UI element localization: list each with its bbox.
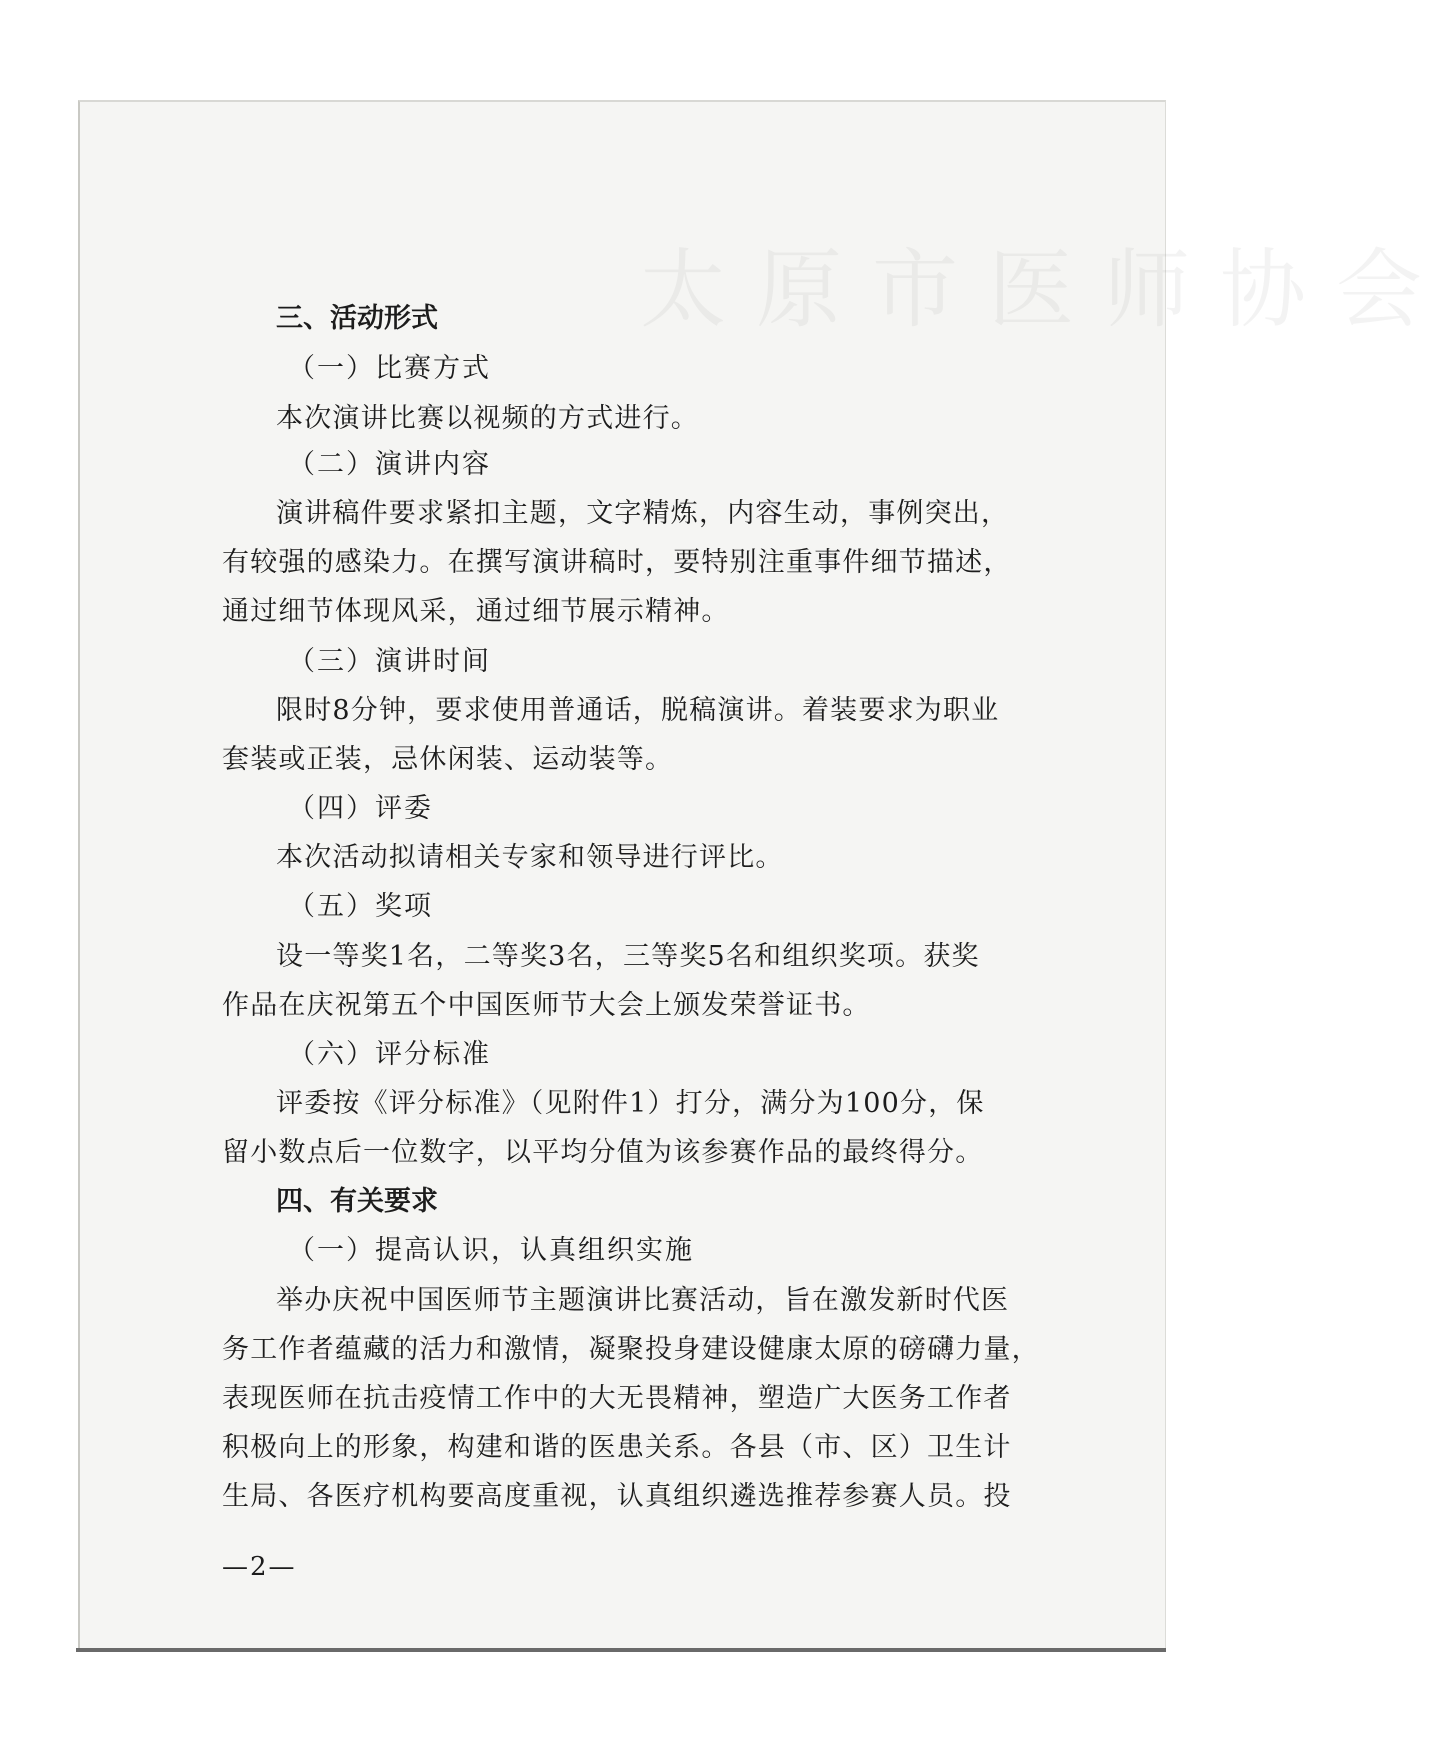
paragraph-line: 务工作者蕴藏的活力和激情，凝聚投身建设健康太原的磅礴力量， <box>222 1334 1040 1365</box>
paragraph-line: 限时8分钟，要求使用普通话，脱稿演讲。着装要求为职业 <box>276 695 1000 726</box>
subsection-title-speech-content: （二）演讲内容 <box>288 449 491 480</box>
paragraph-line: 积极向上的形象，构建和谐的医患关系。各县（市、区）卫生计 <box>222 1432 1012 1463</box>
paragraph-line: 套装或正装，忌休闲装、运动装等。 <box>222 744 674 775</box>
subsection-title-awards: （五）奖项 <box>288 891 433 922</box>
subsection-title-competition-mode: （一）比赛方式 <box>288 353 491 384</box>
paragraph-line: 举办庆祝中国医师节主题演讲比赛活动，旨在激发新时代医 <box>276 1285 1010 1316</box>
paragraph-line: 通过细节体现风采，通过细节展示精神。 <box>222 596 730 627</box>
bleed-through-title: 太原市医师协会 <box>640 240 1452 340</box>
section-heading-requirements: 四、有关要求 <box>276 1186 438 1217</box>
page-number: —2— <box>222 1552 297 1582</box>
paragraph-line: 留小数点后一位数字，以平均分值为该参赛作品的最终得分。 <box>222 1137 984 1168</box>
paragraph-line: 本次演讲比赛以视频的方式进行。 <box>276 403 699 434</box>
paragraph-line: 作品在庆祝第五个中国医师节大会上颁发荣誉证书。 <box>222 990 871 1021</box>
paragraph-line: 设一等奖1名，二等奖3名，三等奖5名和组织奖项。获奖 <box>276 941 980 972</box>
paragraph-line: 本次活动拟请相关专家和领导进行评比。 <box>276 842 784 873</box>
paragraph-line: 演讲稿件要求紧扣主题，文字精炼，内容生动，事例突出， <box>276 498 1010 529</box>
paragraph-line: 生局、各医疗机构要高度重视，认真组织遴选推荐参赛人员。投 <box>222 1481 1012 1512</box>
section-heading-activity-format: 三、活动形式 <box>276 303 438 334</box>
subsection-title-speech-time: （三）演讲时间 <box>288 646 491 677</box>
subsection-title-raise-awareness: （一）提高认识，认真组织实施 <box>288 1235 694 1266</box>
subsection-title-scoring-criteria: （六）评分标准 <box>288 1039 491 1070</box>
paragraph-line: 表现医师在抗击疫情工作中的大无畏精神，塑造广大医务工作者 <box>222 1383 1012 1414</box>
paragraph-line: 评委按《评分标准》（见附件1）打分，满分为100分，保 <box>276 1088 985 1119</box>
paragraph-line: 有较强的感染力。在撰写演讲稿时，要特别注重事件细节描述， <box>222 547 1012 578</box>
subsection-title-judges: （四）评委 <box>288 793 433 824</box>
